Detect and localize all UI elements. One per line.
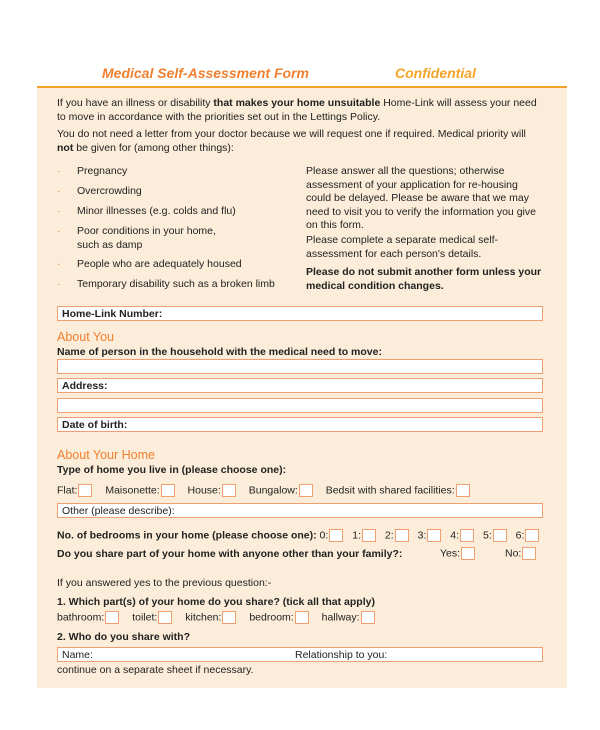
option-label: hallway: [321, 611, 360, 624]
house-checkbox[interactable] [222, 484, 236, 497]
exclusion-item: Temporary disability such as a broken limb [77, 278, 275, 290]
option-label: Maisonette: [105, 484, 160, 497]
date-of-birth-field[interactable]: Date of birth: [57, 417, 543, 432]
exclusion-item: Minor illnesses (e.g. colds and flu) [77, 205, 236, 217]
yes-label: Yes: [440, 547, 461, 560]
bedrooms-1-checkbox[interactable] [362, 529, 376, 542]
option-label: Bedsit with shared facilities: [325, 484, 455, 497]
intro-paragraph-1: If you have an illness or disability that makes your home unsuitable Home-Link will assess your need to move in accordance with the priorities set out in the Lettings Policy. [57, 97, 537, 123]
name-field[interactable] [57, 359, 543, 374]
exclusion-item: Pregnancy [77, 165, 128, 177]
option-label: bathroom: [57, 611, 105, 624]
option-label: kitchen: [185, 611, 222, 624]
bedrooms-2-checkbox[interactable] [395, 529, 409, 542]
address-field-line2[interactable] [57, 398, 543, 413]
intro-paragraph-2: You do not need a letter from your doctor because we will request one if required. Medical priority will not be given for (among other things): [57, 128, 526, 154]
other-home-type-field[interactable]: Other (please describe): [57, 503, 543, 518]
share-yes-checkbox[interactable] [461, 547, 475, 560]
bedrooms-0-checkbox[interactable] [329, 529, 343, 542]
form-title: Medical Self-Assessment Form [102, 65, 309, 81]
toilet-checkbox[interactable] [158, 611, 172, 624]
home-type-options [57, 484, 476, 497]
no-label: No: [505, 547, 522, 560]
relationship-field-label: Relationship to you: [295, 649, 388, 661]
option-label: bedroom: [249, 611, 294, 624]
name-label: Name of person in the household with the medical need to move: [57, 346, 382, 358]
option-label: 1: [352, 529, 361, 542]
option-label: House: [187, 484, 221, 497]
maisonette-checkbox[interactable] [161, 484, 175, 497]
option-label: 0: [319, 529, 329, 542]
flat-checkbox[interactable] [78, 484, 92, 497]
option-label: toilet: [132, 611, 158, 624]
about-home-heading: About Your Home [57, 448, 155, 462]
option-label: Flat: [57, 484, 78, 497]
about-you-heading: About You [57, 330, 115, 344]
exclusion-item: Overcrowding [77, 185, 142, 197]
bedrooms-3-checkbox[interactable] [427, 529, 441, 542]
share-label: Do you share part of your home with anyone other than your family?: [57, 548, 403, 560]
bedrooms-5-checkbox[interactable] [493, 529, 507, 542]
followup-intro: If you answered yes to the previous question:- [57, 577, 272, 589]
bedrooms-label: No. of bedrooms in your home (please choose one): [57, 529, 317, 542]
continue-note: continue on a separate sheet if necessary. [57, 664, 254, 676]
instructions-3: Please do not submit another form unless your medical condition changes. [306, 266, 542, 292]
hallway-checkbox[interactable] [361, 611, 375, 624]
option-label: 5: [482, 529, 492, 542]
option-label: 4: [450, 529, 460, 542]
bathroom-checkbox[interactable] [105, 611, 119, 624]
home-type-label: Type of home you live in (please choose one): [57, 464, 287, 476]
name-field-label: Name: [62, 649, 93, 661]
option-label: 3: [417, 529, 427, 542]
exclusion-item: People who are adequately housed [77, 258, 242, 270]
share-with-question: 2. Who do you share with? [57, 631, 191, 643]
bungalow-checkbox[interactable] [299, 484, 313, 497]
option-label: 2: [384, 529, 394, 542]
bedroom-checkbox[interactable] [295, 611, 309, 624]
bedrooms-4-checkbox[interactable] [460, 529, 474, 542]
bedrooms-6-checkbox[interactable] [525, 529, 539, 542]
bedsit-checkbox[interactable] [456, 484, 470, 497]
confidential-label: Confidential [395, 65, 476, 81]
instructions-1: Please answer all the questions; otherwise assessment of your application for re-housing could be delayed. Please be aware that we may need to visit you to verify the information you give on this form. [306, 165, 536, 231]
shared-parts-options [57, 611, 381, 624]
shared-parts-question: 1. Which part(s) of your home do you share? (tick all that apply) [57, 596, 375, 608]
exclusion-item: Poor conditions in your home, such as damp [77, 225, 216, 251]
kitchen-checkbox[interactable] [222, 611, 236, 624]
option-label: 6: [515, 529, 525, 542]
option-label: Bungalow: [248, 484, 298, 497]
share-no-checkbox[interactable] [522, 547, 536, 560]
address-field[interactable]: Address: [57, 378, 543, 393]
sharer-name-field[interactable] [57, 647, 543, 662]
bedrooms-row [57, 529, 545, 542]
homelink-number-field[interactable]: Home-Link Number: [57, 306, 543, 321]
instructions-2: Please complete a separate medical self-assessment for each person's details. [306, 234, 499, 260]
